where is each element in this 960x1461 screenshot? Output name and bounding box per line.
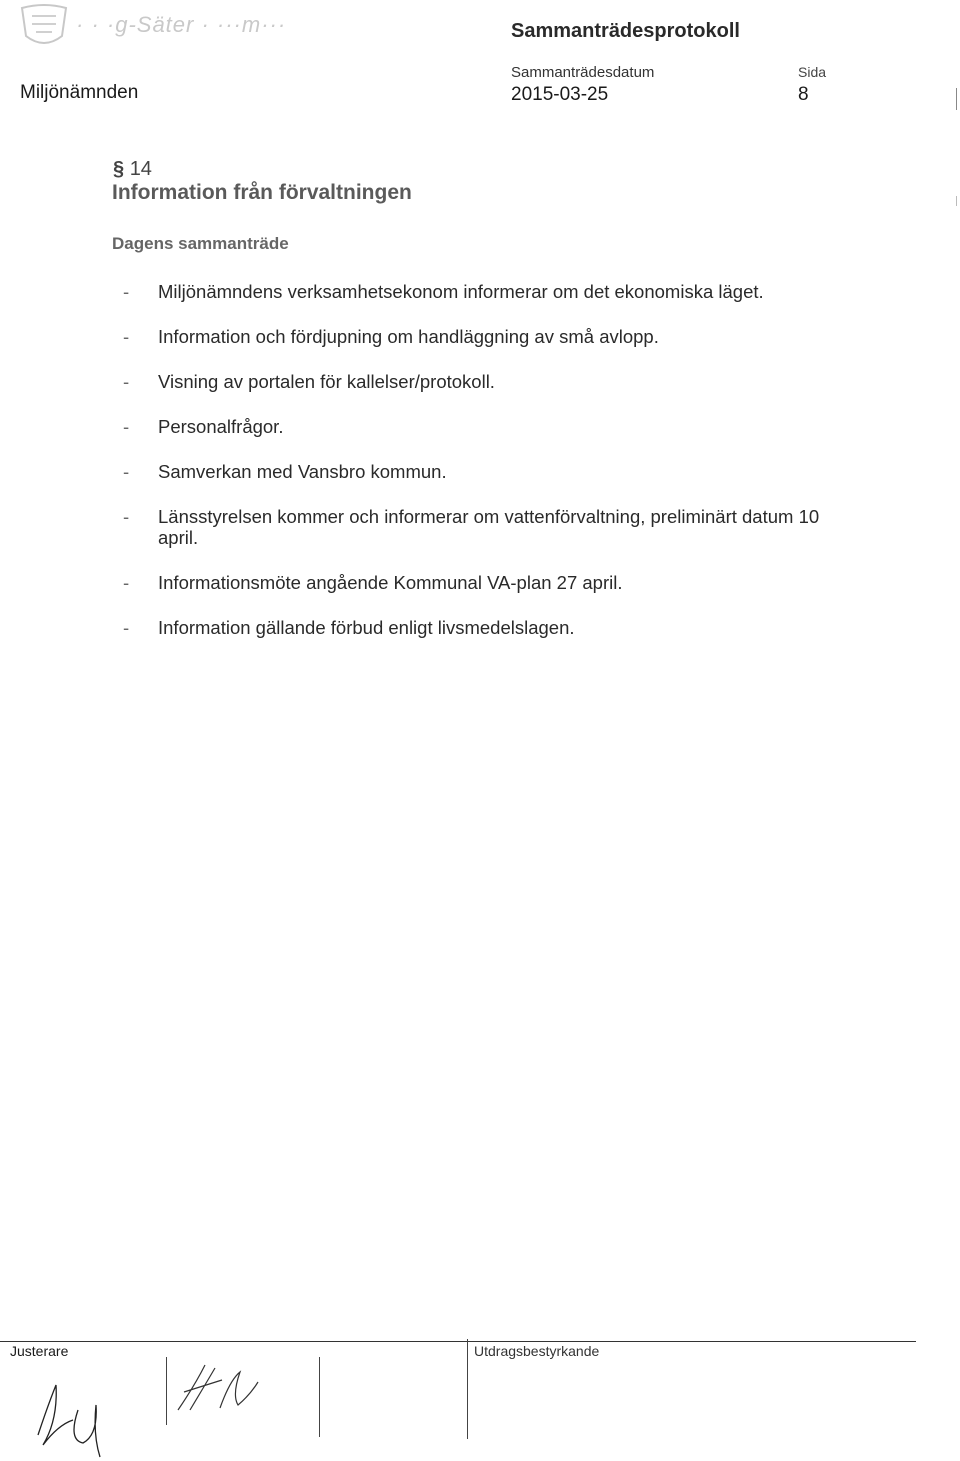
signature-2 bbox=[170, 1360, 265, 1420]
list-item bbox=[123, 506, 853, 548]
list-item-text: Miljönämndens verksamhetsekonom informerar om det ekonomiska läget. bbox=[158, 281, 764, 302]
meeting-date: 2015-03-25 bbox=[511, 84, 609, 105]
section-number bbox=[113, 158, 152, 181]
list-dash: - bbox=[123, 326, 130, 347]
list-item bbox=[123, 461, 853, 482]
list-dash: - bbox=[123, 461, 130, 482]
scan-margin-mark bbox=[956, 88, 957, 110]
list-dash: - bbox=[123, 617, 130, 638]
list-item bbox=[123, 326, 853, 347]
list-dash: - bbox=[123, 281, 130, 302]
scan-margin-mark bbox=[956, 196, 957, 206]
list-dash: - bbox=[123, 416, 130, 437]
organization-name: Miljönämnden bbox=[20, 82, 139, 103]
page-label: Sida bbox=[798, 64, 827, 80]
list-dash: - bbox=[123, 506, 130, 527]
list-item-text: Visning av portalen för kallelser/protokoll. bbox=[158, 371, 495, 392]
list-item bbox=[123, 572, 853, 593]
footer-divider bbox=[467, 1339, 468, 1439]
list-item-text: Länsstyrelsen kommer och informerar om vattenförvaltning, preliminärt datum 10 april. bbox=[158, 506, 820, 548]
list-item bbox=[123, 371, 853, 392]
meeting-date-label: Sammanträdesdatum bbox=[511, 64, 655, 81]
footer-rule bbox=[0, 1341, 916, 1342]
signature-divider bbox=[166, 1357, 167, 1425]
page-number: 8 bbox=[798, 84, 809, 105]
agenda-list bbox=[123, 281, 853, 638]
section-symbol: § bbox=[113, 158, 125, 180]
section-number-value: 14 bbox=[129, 158, 152, 180]
section-title: Information från förvaltningen bbox=[112, 181, 412, 204]
list-item bbox=[123, 416, 853, 437]
list-item-text: Information gällande förbud enligt livsmedelslagen. bbox=[158, 617, 575, 638]
crest-icon bbox=[14, 2, 74, 52]
list-item-text: Samverkan med Vansbro kommun. bbox=[158, 461, 447, 482]
list-dash: - bbox=[123, 572, 130, 593]
list-item-text: Information och fördjupning om handläggning av små avlopp. bbox=[158, 326, 659, 347]
list-item bbox=[123, 281, 853, 302]
list-dash: - bbox=[123, 371, 130, 392]
list-item-text: Informationsmöte angående Kommunal VA-plan 27 april. bbox=[158, 572, 623, 593]
signature-divider bbox=[319, 1357, 320, 1437]
section-subheading: Dagens sammanträde bbox=[112, 234, 289, 253]
list-item bbox=[123, 617, 853, 638]
signature-1 bbox=[28, 1365, 128, 1460]
logo-text: · · ·g-Säter · ···m··· bbox=[76, 12, 287, 37]
utdragsbestyrkande-label: Utdragsbestyrkande bbox=[474, 1343, 600, 1359]
list-item-text: Personalfrågor. bbox=[158, 416, 284, 437]
municipality-logo bbox=[14, 2, 314, 52]
justerare-label: Justerare bbox=[10, 1343, 69, 1359]
document-title: Sammanträdesprotokoll bbox=[511, 20, 740, 42]
